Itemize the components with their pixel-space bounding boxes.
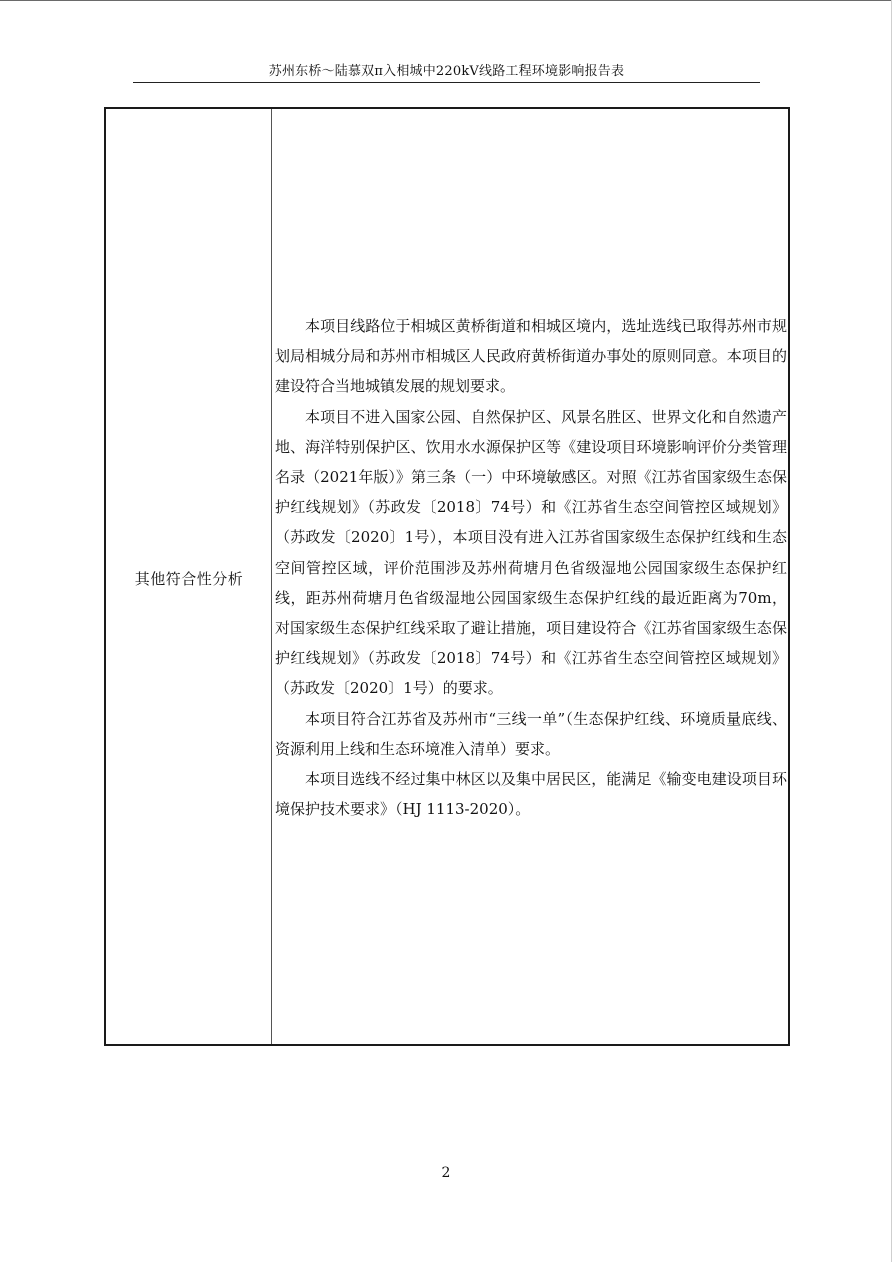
page-number: 2 [441,1165,451,1181]
row-label: 其他符合性分析 [134,570,244,588]
analysis-table [104,107,790,1046]
paragraph-technical-requirements: 本项目选线不经过集中林区以及集中居民区，能满足《输变电建设项目环境保护技术要求》（HJ 1113-2020）。 [275,770,787,819]
content-cell [272,109,788,1044]
paragraph-three-lines-one-list: 本项目符合江苏省及苏州市“三线一单”（生态保护红线、环境质量底线、资源利用上线和生态环境准入清单）要求。 [275,709,787,758]
content-body [275,311,787,824]
page-top-border [0,0,892,1]
running-header: 苏州东桥～陆慕双π入相城中220kV线路工程环境影响报告表 [133,62,760,83]
row-label-cell [106,109,272,1044]
paragraph-ecological-redline: 本项目不进入国家公园、自然保护区、风景名胜区、世界文化和自然遗产地、海洋特别保护区、饮用水水源保护区等《建设项目环境影响评价分类管理名录（2021年版）》第三条（一）中环境敏感区。对照《江苏省国家级生态保护红线规划》（苏政发〔2018〕74号）和《江苏省生态空间管控区域规划》（苏政发〔2020〕1号），本项目没有进入江苏省国家级生态保护红线和生态空间管控区域，评价范围涉及苏州荷塘月色省级湿地公园国家级生态保护红线，距苏州荷塘月色省级湿地公园国家级生态保护红线的最近距离为70m，对国家级生态保护红线采取了避让措施，项目建设符合《江苏省国家级生态保护红线规划》（苏政发〔2018〕74号）和《江苏省生态空间管控区域规划》（苏政发〔2020〕1号）的要求。 [275,407,787,698]
paragraph-site-selection: 本项目线路位于相城区黄桥街道和相城区境内，选址选线已取得苏州市规划局相城分局和苏州市相城区人民政府黄桥街道办事处的原则同意。本项目的建设符合当地城镇发展的规划要求。 [275,317,787,396]
